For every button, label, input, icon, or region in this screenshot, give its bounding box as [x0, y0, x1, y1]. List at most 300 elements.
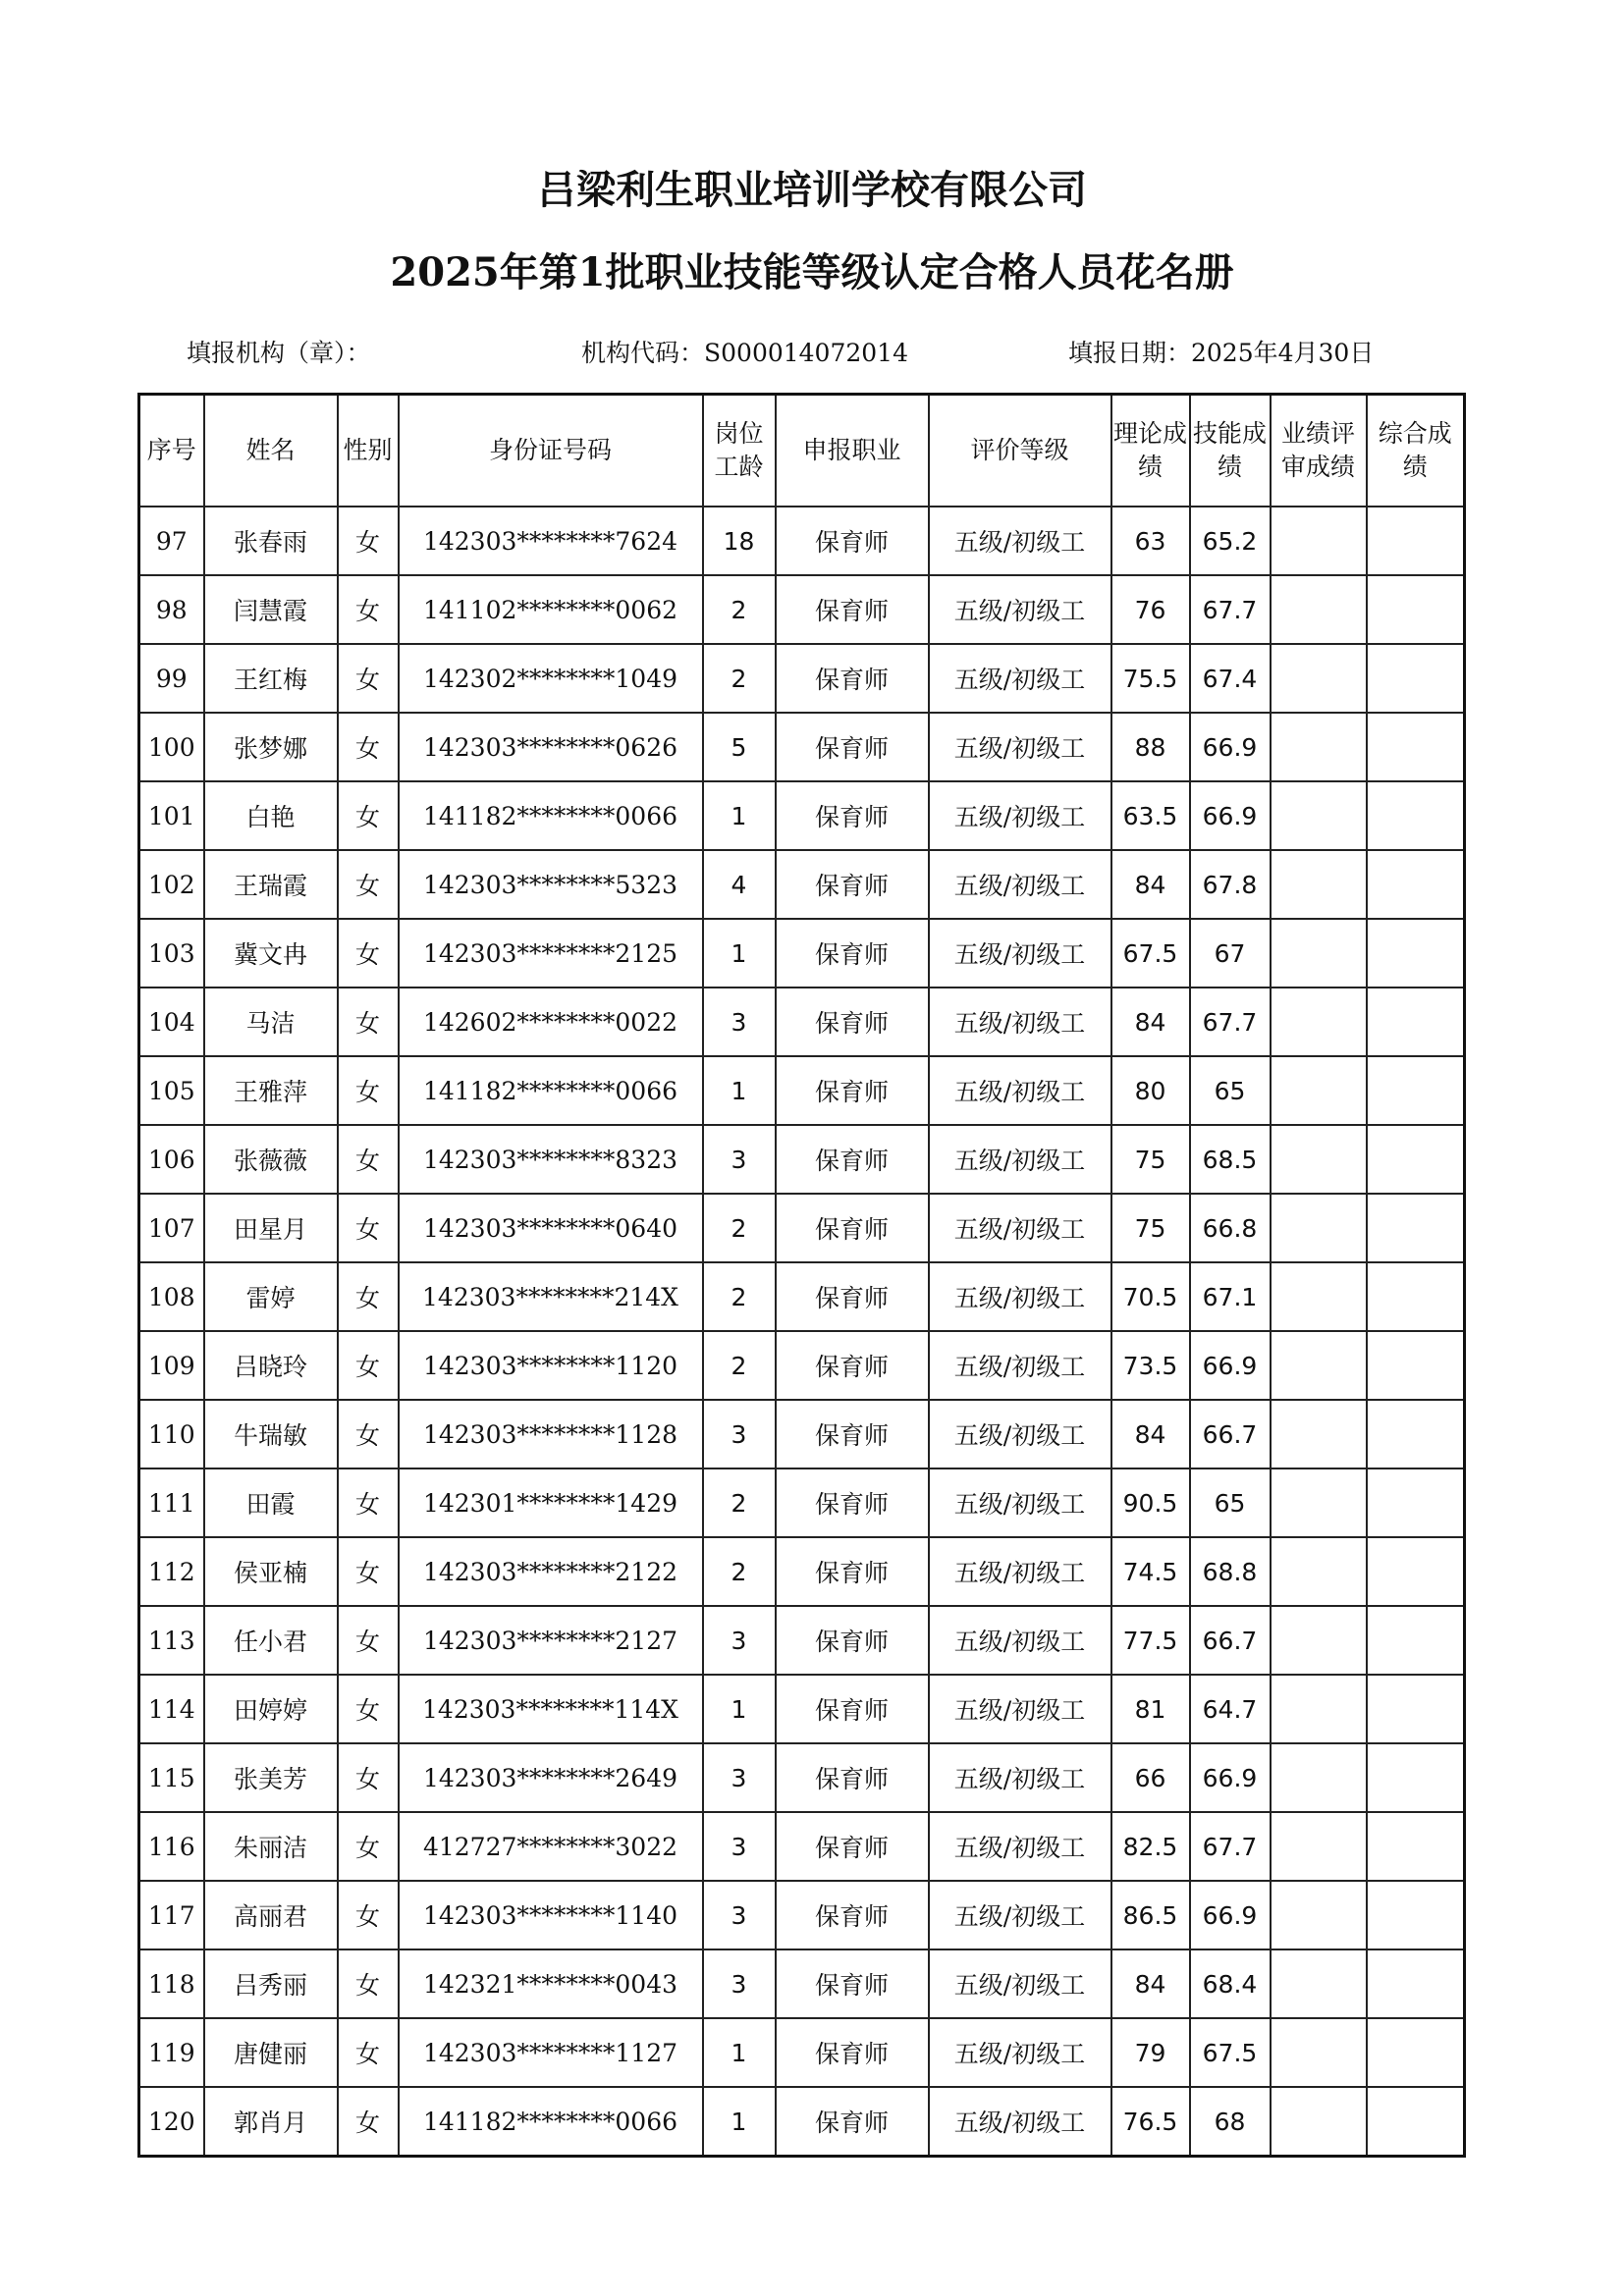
cell-theory-score: 84: [1111, 1400, 1190, 1468]
cell-gender: 女: [338, 507, 399, 575]
cell-skill-score: 65: [1190, 1468, 1271, 1537]
cell-seq: 114: [139, 1675, 204, 1743]
cell-grade: 五级/初级工: [929, 713, 1111, 781]
table-row: [139, 1056, 1465, 1125]
cell-performance-score: [1271, 1675, 1367, 1743]
table-row: [139, 988, 1465, 1056]
cell-gender: 女: [338, 644, 399, 713]
cell-id-number: 141102********0062: [399, 575, 703, 644]
header-theory-score: 理论成绩: [1111, 395, 1190, 507]
cell-name: 张薇薇: [204, 1125, 338, 1194]
cell-name: 吕晓玲: [204, 1331, 338, 1400]
cell-work-years: 3: [703, 988, 776, 1056]
cell-theory-score: 66: [1111, 1743, 1190, 1812]
cell-seq: 103: [139, 919, 204, 988]
header-name: 姓名: [204, 395, 338, 507]
cell-theory-score: 75: [1111, 1194, 1190, 1262]
report-date-label: 填报日期：2025年4月30日: [1068, 339, 1375, 367]
cell-skill-score: 66.9: [1190, 1331, 1271, 1400]
cell-theory-score: 63.5: [1111, 781, 1190, 850]
cell-occupation: 保育师: [776, 1743, 929, 1812]
cell-name: 白艳: [204, 781, 338, 850]
cell-seq: 115: [139, 1743, 204, 1812]
cell-work-years: 2: [703, 644, 776, 713]
cell-grade: 五级/初级工: [929, 1331, 1111, 1400]
header-seq: 序号: [139, 395, 204, 507]
cell-seq: 112: [139, 1537, 204, 1606]
cell-skill-score: 67.7: [1190, 575, 1271, 644]
cell-work-years: 3: [703, 1606, 776, 1675]
cell-theory-score: 82.5: [1111, 1812, 1190, 1881]
org-label: 填报机构（章）：: [187, 339, 371, 367]
cell-grade: 五级/初级工: [929, 988, 1111, 1056]
cell-id-number: 412727********3022: [399, 1812, 703, 1881]
cell-grade: 五级/初级工: [929, 1881, 1111, 1949]
cell-occupation: 保育师: [776, 781, 929, 850]
cell-name: 张春雨: [204, 507, 338, 575]
header-row: [139, 395, 1465, 507]
table-row: [139, 713, 1465, 781]
cell-theory-score: 73.5: [1111, 1331, 1190, 1400]
cell-skill-score: 68: [1190, 2087, 1271, 2157]
cell-theory-score: 77.5: [1111, 1606, 1190, 1675]
cell-occupation: 保育师: [776, 988, 929, 1056]
cell-name: 王雅萍: [204, 1056, 338, 1125]
cell-seq: 119: [139, 2018, 204, 2087]
cell-seq: 113: [139, 1606, 204, 1675]
cell-grade: 五级/初级工: [929, 1812, 1111, 1881]
cell-gender: 女: [338, 1537, 399, 1606]
cell-occupation: 保育师: [776, 1468, 929, 1537]
cell-gender: 女: [338, 988, 399, 1056]
document-title: 吕梁利生职业培训学校有限公司: [537, 167, 1087, 213]
cell-overall-score: [1367, 1949, 1465, 2018]
cell-theory-score: 67.5: [1111, 919, 1190, 988]
cell-gender: 女: [338, 1056, 399, 1125]
cell-overall-score: [1367, 2087, 1465, 2157]
cell-grade: 五级/初级工: [929, 1743, 1111, 1812]
cell-theory-score: 76.5: [1111, 2087, 1190, 2157]
cell-grade: 五级/初级工: [929, 1606, 1111, 1675]
cell-name: 牛瑞敏: [204, 1400, 338, 1468]
cell-occupation: 保育师: [776, 1262, 929, 1331]
cell-work-years: 18: [703, 507, 776, 575]
cell-occupation: 保育师: [776, 713, 929, 781]
header-occupation: 申报职业: [776, 395, 929, 507]
cell-seq: 109: [139, 1331, 204, 1400]
cell-id-number: 142602********0022: [399, 988, 703, 1056]
table-body: [139, 507, 1465, 2157]
cell-skill-score: 68.8: [1190, 1537, 1271, 1606]
cell-occupation: 保育师: [776, 575, 929, 644]
cell-theory-score: 81: [1111, 1675, 1190, 1743]
cell-name: 闫慧霞: [204, 575, 338, 644]
cell-seq: 98: [139, 575, 204, 644]
cell-overall-score: [1367, 1125, 1465, 1194]
header-id-number: 身份证号码: [399, 395, 703, 507]
cell-id-number: 142301********1429: [399, 1468, 703, 1537]
cell-name: 王红梅: [204, 644, 338, 713]
cell-overall-score: [1367, 1262, 1465, 1331]
cell-id-number: 142303********7624: [399, 507, 703, 575]
cell-occupation: 保育师: [776, 1537, 929, 1606]
cell-work-years: 2: [703, 575, 776, 644]
table-row: [139, 2087, 1465, 2157]
cell-overall-score: [1367, 507, 1465, 575]
cell-work-years: 4: [703, 850, 776, 919]
cell-performance-score: [1271, 1331, 1367, 1400]
document-subtitle: 2025年第1批职业技能等级认定合格人员花名册: [390, 249, 1234, 295]
cell-performance-score: [1271, 1606, 1367, 1675]
cell-name: 吕秀丽: [204, 1949, 338, 2018]
cell-overall-score: [1367, 575, 1465, 644]
cell-work-years: 5: [703, 713, 776, 781]
cell-work-years: 2: [703, 1468, 776, 1537]
cell-overall-score: [1367, 713, 1465, 781]
table-row: [139, 1949, 1465, 2018]
cell-performance-score: [1271, 1194, 1367, 1262]
cell-grade: 五级/初级工: [929, 1400, 1111, 1468]
cell-grade: 五级/初级工: [929, 1537, 1111, 1606]
cell-skill-score: 67.8: [1190, 850, 1271, 919]
cell-skill-score: 66.8: [1190, 1194, 1271, 1262]
cell-overall-score: [1367, 1881, 1465, 1949]
cell-id-number: 141182********0066: [399, 2087, 703, 2157]
cell-grade: 五级/初级工: [929, 2018, 1111, 2087]
cell-name: 雷婷: [204, 1262, 338, 1331]
cell-seq: 97: [139, 507, 204, 575]
cell-occupation: 保育师: [776, 1675, 929, 1743]
cell-name: 王瑞霞: [204, 850, 338, 919]
cell-performance-score: [1271, 1468, 1367, 1537]
table-row: [139, 1537, 1465, 1606]
cell-id-number: 142303********2122: [399, 1537, 703, 1606]
cell-seq: 110: [139, 1400, 204, 1468]
cell-occupation: 保育师: [776, 1331, 929, 1400]
header-performance-score: 业绩评审成绩: [1271, 395, 1367, 507]
table-row: [139, 575, 1465, 644]
cell-grade: 五级/初级工: [929, 1675, 1111, 1743]
cell-id-number: 142303********0640: [399, 1194, 703, 1262]
cell-skill-score: 67.1: [1190, 1262, 1271, 1331]
header-gender: 性别: [338, 395, 399, 507]
cell-skill-score: 66.9: [1190, 713, 1271, 781]
cell-seq: 104: [139, 988, 204, 1056]
cell-occupation: 保育师: [776, 644, 929, 713]
cell-performance-score: [1271, 1949, 1367, 2018]
table-row: [139, 1812, 1465, 1881]
cell-performance-score: [1271, 1125, 1367, 1194]
cell-overall-score: [1367, 2018, 1465, 2087]
cell-id-number: 142302********1049: [399, 644, 703, 713]
cell-theory-score: 84: [1111, 850, 1190, 919]
cell-id-number: 142303********1140: [399, 1881, 703, 1949]
cell-seq: 106: [139, 1125, 204, 1194]
cell-id-number: 142303********5323: [399, 850, 703, 919]
cell-overall-score: [1367, 1606, 1465, 1675]
cell-gender: 女: [338, 1743, 399, 1812]
cell-seq: 100: [139, 713, 204, 781]
cell-theory-score: 74.5: [1111, 1537, 1190, 1606]
cell-theory-score: 75: [1111, 1125, 1190, 1194]
cell-name: 田星月: [204, 1194, 338, 1262]
cell-grade: 五级/初级工: [929, 2087, 1111, 2157]
cell-seq: 118: [139, 1949, 204, 2018]
cell-occupation: 保育师: [776, 2018, 929, 2087]
cell-seq: 101: [139, 781, 204, 850]
cell-id-number: 141182********0066: [399, 1056, 703, 1125]
cell-performance-score: [1271, 507, 1367, 575]
cell-name: 朱丽洁: [204, 1812, 338, 1881]
cell-id-number: 142303********2649: [399, 1743, 703, 1812]
cell-performance-score: [1271, 1881, 1367, 1949]
cell-skill-score: 66.9: [1190, 1881, 1271, 1949]
cell-occupation: 保育师: [776, 1056, 929, 1125]
cell-performance-score: [1271, 781, 1367, 850]
table-row: [139, 644, 1465, 713]
cell-skill-score: 66.9: [1190, 1743, 1271, 1812]
cell-occupation: 保育师: [776, 1400, 929, 1468]
cell-occupation: 保育师: [776, 1812, 929, 1881]
cell-id-number: 142303********214X: [399, 1262, 703, 1331]
cell-theory-score: 88: [1111, 713, 1190, 781]
cell-theory-score: 84: [1111, 988, 1190, 1056]
cell-skill-score: 66.7: [1190, 1400, 1271, 1468]
cell-seq: 102: [139, 850, 204, 919]
cell-id-number: 141182********0066: [399, 781, 703, 850]
cell-overall-score: [1367, 1537, 1465, 1606]
cell-name: 郭肖月: [204, 2087, 338, 2157]
cell-grade: 五级/初级工: [929, 1949, 1111, 2018]
cell-name: 侯亚楠: [204, 1537, 338, 1606]
cell-seq: 107: [139, 1194, 204, 1262]
table-row: [139, 781, 1465, 850]
cell-overall-score: [1367, 850, 1465, 919]
cell-gender: 女: [338, 1468, 399, 1537]
table-row: [139, 1881, 1465, 1949]
cell-name: 张梦娜: [204, 713, 338, 781]
cell-performance-score: [1271, 2087, 1367, 2157]
cell-gender: 女: [338, 1675, 399, 1743]
cell-performance-score: [1271, 644, 1367, 713]
cell-performance-score: [1271, 1056, 1367, 1125]
header-work-years: 岗位工龄: [703, 395, 776, 507]
cell-work-years: 3: [703, 1881, 776, 1949]
cell-name: 田霞: [204, 1468, 338, 1537]
cell-overall-score: [1367, 1056, 1465, 1125]
cell-skill-score: 67.4: [1190, 644, 1271, 713]
cell-gender: 女: [338, 2018, 399, 2087]
cell-seq: 117: [139, 1881, 204, 1949]
cell-theory-score: 63: [1111, 507, 1190, 575]
cell-gender: 女: [338, 781, 399, 850]
cell-name: 张美芳: [204, 1743, 338, 1812]
roster-table: [137, 393, 1466, 2158]
cell-skill-score: 68.5: [1190, 1125, 1271, 1194]
table-row: [139, 1125, 1465, 1194]
header-skill-score: 技能成绩: [1190, 395, 1271, 507]
cell-skill-score: 66.7: [1190, 1606, 1271, 1675]
table-row: [139, 2018, 1465, 2087]
cell-skill-score: 64.7: [1190, 1675, 1271, 1743]
cell-seq: 116: [139, 1812, 204, 1881]
cell-performance-score: [1271, 1262, 1367, 1331]
table-row: [139, 919, 1465, 988]
cell-id-number: 142303********114X: [399, 1675, 703, 1743]
cell-id-number: 142303********1120: [399, 1331, 703, 1400]
cell-id-number: 142303********1128: [399, 1400, 703, 1468]
cell-gender: 女: [338, 1881, 399, 1949]
cell-performance-score: [1271, 1537, 1367, 1606]
cell-name: 唐健丽: [204, 2018, 338, 2087]
cell-skill-score: 67.7: [1190, 988, 1271, 1056]
cell-work-years: 2: [703, 1331, 776, 1400]
cell-performance-score: [1271, 1743, 1367, 1812]
cell-work-years: 3: [703, 1812, 776, 1881]
table-row: [139, 1468, 1465, 1537]
cell-grade: 五级/初级工: [929, 1262, 1111, 1331]
cell-skill-score: 67: [1190, 919, 1271, 988]
cell-grade: 五级/初级工: [929, 575, 1111, 644]
cell-seq: 108: [139, 1262, 204, 1331]
table-row: [139, 1606, 1465, 1675]
cell-id-number: 142303********2125: [399, 919, 703, 988]
cell-performance-score: [1271, 919, 1367, 988]
cell-seq: 99: [139, 644, 204, 713]
cell-name: 冀文冉: [204, 919, 338, 988]
cell-name: 田婷婷: [204, 1675, 338, 1743]
cell-work-years: 2: [703, 1262, 776, 1331]
cell-work-years: 1: [703, 2018, 776, 2087]
cell-overall-score: [1367, 919, 1465, 988]
cell-name: 高丽君: [204, 1881, 338, 1949]
cell-name: 任小君: [204, 1606, 338, 1675]
table-row: [139, 1675, 1465, 1743]
cell-work-years: 1: [703, 1675, 776, 1743]
cell-occupation: 保育师: [776, 507, 929, 575]
cell-performance-score: [1271, 713, 1367, 781]
cell-skill-score: 67.5: [1190, 2018, 1271, 2087]
cell-occupation: 保育师: [776, 1949, 929, 2018]
org-code-label: 机构代码：S000014072014: [581, 339, 908, 367]
cell-theory-score: 70.5: [1111, 1262, 1190, 1331]
cell-overall-score: [1367, 1743, 1465, 1812]
cell-theory-score: 90.5: [1111, 1468, 1190, 1537]
cell-occupation: 保育师: [776, 1125, 929, 1194]
cell-gender: 女: [338, 1812, 399, 1881]
cell-occupation: 保育师: [776, 1606, 929, 1675]
cell-performance-score: [1271, 850, 1367, 919]
cell-occupation: 保育师: [776, 1881, 929, 1949]
cell-grade: 五级/初级工: [929, 850, 1111, 919]
cell-work-years: 2: [703, 1537, 776, 1606]
cell-theory-score: 75.5: [1111, 644, 1190, 713]
cell-work-years: 3: [703, 1400, 776, 1468]
cell-performance-score: [1271, 2018, 1367, 2087]
header-grade: 评价等级: [929, 395, 1111, 507]
cell-gender: 女: [338, 2087, 399, 2157]
cell-seq: 120: [139, 2087, 204, 2157]
cell-overall-score: [1367, 644, 1465, 713]
cell-gender: 女: [338, 1262, 399, 1331]
cell-work-years: 1: [703, 1056, 776, 1125]
cell-occupation: 保育师: [776, 850, 929, 919]
cell-work-years: 2: [703, 1194, 776, 1262]
cell-grade: 五级/初级工: [929, 1468, 1111, 1537]
cell-work-years: 3: [703, 1125, 776, 1194]
table-row: [139, 1262, 1465, 1331]
cell-performance-score: [1271, 1812, 1367, 1881]
cell-overall-score: [1367, 1331, 1465, 1400]
cell-name: 马洁: [204, 988, 338, 1056]
cell-id-number: 142303********8323: [399, 1125, 703, 1194]
cell-theory-score: 79: [1111, 2018, 1190, 2087]
cell-theory-score: 76: [1111, 575, 1190, 644]
cell-seq: 105: [139, 1056, 204, 1125]
header-overall-score: 综合成绩: [1367, 395, 1465, 507]
cell-grade: 五级/初级工: [929, 1056, 1111, 1125]
cell-work-years: 3: [703, 1949, 776, 2018]
cell-grade: 五级/初级工: [929, 507, 1111, 575]
table-row: [139, 507, 1465, 575]
table-row: [139, 1331, 1465, 1400]
table-row: [139, 850, 1465, 919]
cell-grade: 五级/初级工: [929, 781, 1111, 850]
cell-gender: 女: [338, 919, 399, 988]
cell-overall-score: [1367, 988, 1465, 1056]
cell-gender: 女: [338, 850, 399, 919]
cell-skill-score: 66.9: [1190, 781, 1271, 850]
cell-performance-score: [1271, 988, 1367, 1056]
cell-performance-score: [1271, 1400, 1367, 1468]
cell-gender: 女: [338, 1400, 399, 1468]
cell-overall-score: [1367, 1468, 1465, 1537]
cell-skill-score: 67.7: [1190, 1812, 1271, 1881]
cell-work-years: 1: [703, 781, 776, 850]
cell-grade: 五级/初级工: [929, 919, 1111, 988]
cell-gender: 女: [338, 1194, 399, 1262]
cell-theory-score: 84: [1111, 1949, 1190, 2018]
cell-work-years: 1: [703, 2087, 776, 2157]
cell-performance-score: [1271, 575, 1367, 644]
cell-skill-score: 65.2: [1190, 507, 1271, 575]
cell-overall-score: [1367, 1675, 1465, 1743]
cell-grade: 五级/初级工: [929, 1194, 1111, 1262]
table-row: [139, 1743, 1465, 1812]
cell-theory-score: 86.5: [1111, 1881, 1190, 1949]
cell-gender: 女: [338, 713, 399, 781]
table-row: [139, 1194, 1465, 1262]
cell-work-years: 3: [703, 1743, 776, 1812]
table-row: [139, 1400, 1465, 1468]
cell-gender: 女: [338, 1125, 399, 1194]
cell-occupation: 保育师: [776, 2087, 929, 2157]
cell-skill-score: 68.4: [1190, 1949, 1271, 2018]
cell-seq: 111: [139, 1468, 204, 1537]
cell-work-years: 1: [703, 919, 776, 988]
cell-overall-score: [1367, 1400, 1465, 1468]
cell-overall-score: [1367, 1812, 1465, 1881]
cell-theory-score: 80: [1111, 1056, 1190, 1125]
cell-overall-score: [1367, 1194, 1465, 1262]
cell-gender: 女: [338, 1949, 399, 2018]
cell-id-number: 142303********2127: [399, 1606, 703, 1675]
cell-gender: 女: [338, 1331, 399, 1400]
cell-grade: 五级/初级工: [929, 644, 1111, 713]
cell-grade: 五级/初级工: [929, 1125, 1111, 1194]
cell-id-number: 142303********0626: [399, 713, 703, 781]
cell-gender: 女: [338, 1606, 399, 1675]
